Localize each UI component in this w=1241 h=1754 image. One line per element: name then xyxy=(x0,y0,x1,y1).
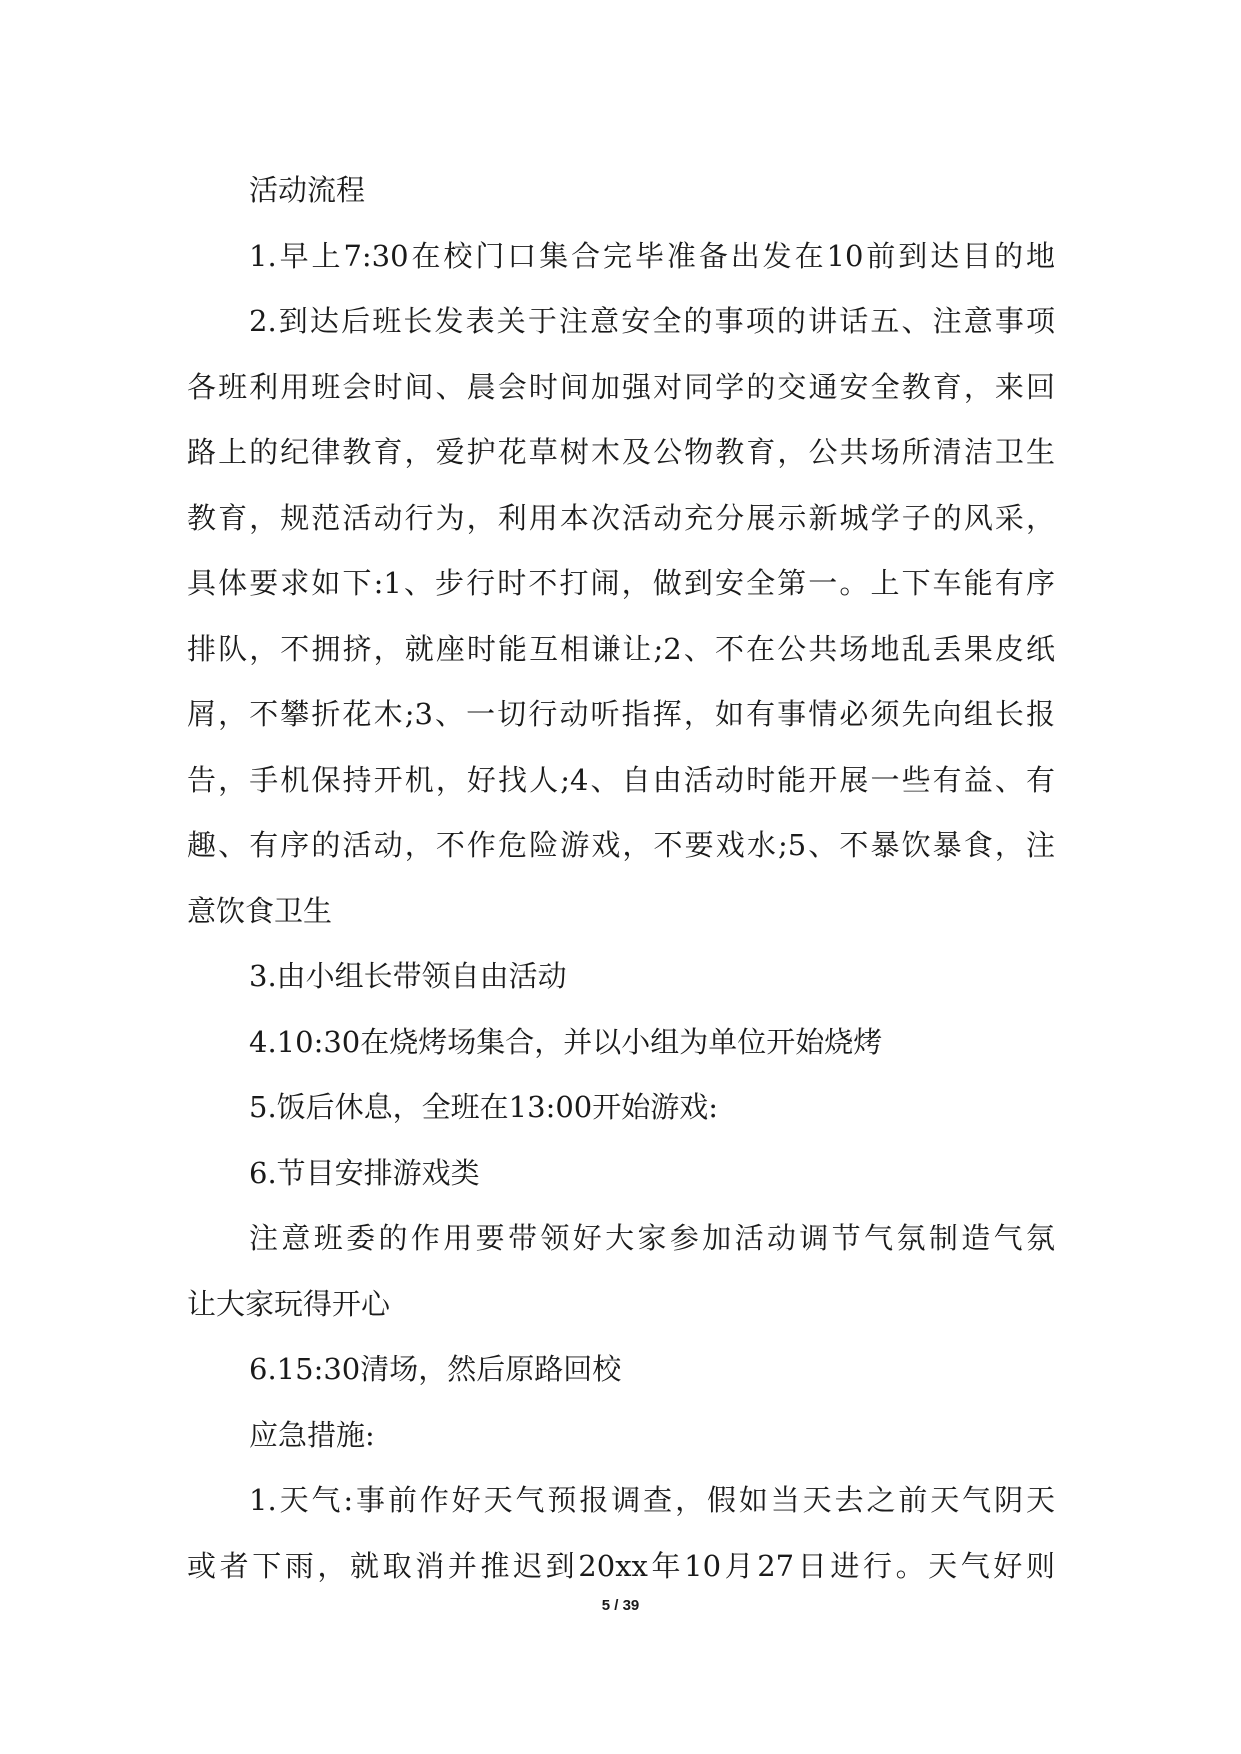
paragraph-line: 5.饭后休息，全班在13:00开始游戏: xyxy=(249,1090,719,1124)
paragraph-line: 具体要求如下:1、步行时不打闹，做到安全第一。上下车能有序 xyxy=(187,566,1055,600)
paragraph-line: 1.天气:事前作好天气预报调查，假如当天去之前天气阴天 xyxy=(249,1483,1055,1517)
paragraph-line: 告，手机保持开机，好找人;4、自由活动时能开展一些有益、有 xyxy=(187,762,1055,797)
paragraph-line: 路上的纪律教育，爱护花草树木及公物教育，公共场所清洁卫生 xyxy=(187,435,1055,469)
document-body xyxy=(187,158,1055,1599)
paragraph-line: 3.由小组长带领自由活动 xyxy=(249,959,567,993)
paragraph-line: 4.10:30在烧烤场集合，并以小组为单位开始烧烤 xyxy=(249,1024,883,1059)
paragraph-line: 1.早上7:30在校门口集合完毕准备出发在10前到达目的地 xyxy=(249,238,1055,273)
paragraph-line: 趣、有序的活动，不作危险游戏，不要戏水;5、不暴饮暴食，注 xyxy=(187,828,1055,862)
paragraph-line: 教育，规范活动行为，利用本次活动充分展示新城学子的风采， xyxy=(187,500,1055,535)
section-heading: 应急措施: xyxy=(249,1417,375,1452)
paragraph-line: 或者下雨，就取消并推迟到20xx年10月27日进行。天气好则 xyxy=(187,1548,1055,1583)
paragraph-line: 注意班委的作用要带领好大家参加活动调节气氛制造气氛 xyxy=(249,1221,1055,1255)
paragraph-line: 6.15:30清场，然后原路回校 xyxy=(249,1352,622,1386)
paragraph-line: 意饮食卫生 xyxy=(187,893,333,928)
paragraph-line: 6.节目安排游戏类 xyxy=(249,1155,480,1190)
paragraph-line: 2.到达后班长发表关于注意安全的事项的讲话五、注意事项 xyxy=(249,304,1055,338)
page-number: 5 / 39 xyxy=(601,1597,640,1614)
paragraph-line: 排队，不拥挤，就座时能互相谦让;2、不在公共场地乱丢果皮纸 xyxy=(187,631,1055,666)
section-heading: 活动流程 xyxy=(249,173,366,207)
paragraph-line: 让大家玩得开心 xyxy=(187,1286,391,1321)
paragraph-line: 屑，不攀折花木;3、一切行动听指挥，如有事情必须先向组长报 xyxy=(187,697,1055,731)
paragraph-line: 各班利用班会时间、晨会时间加强对同学的交通安全教育，来回 xyxy=(187,369,1055,404)
